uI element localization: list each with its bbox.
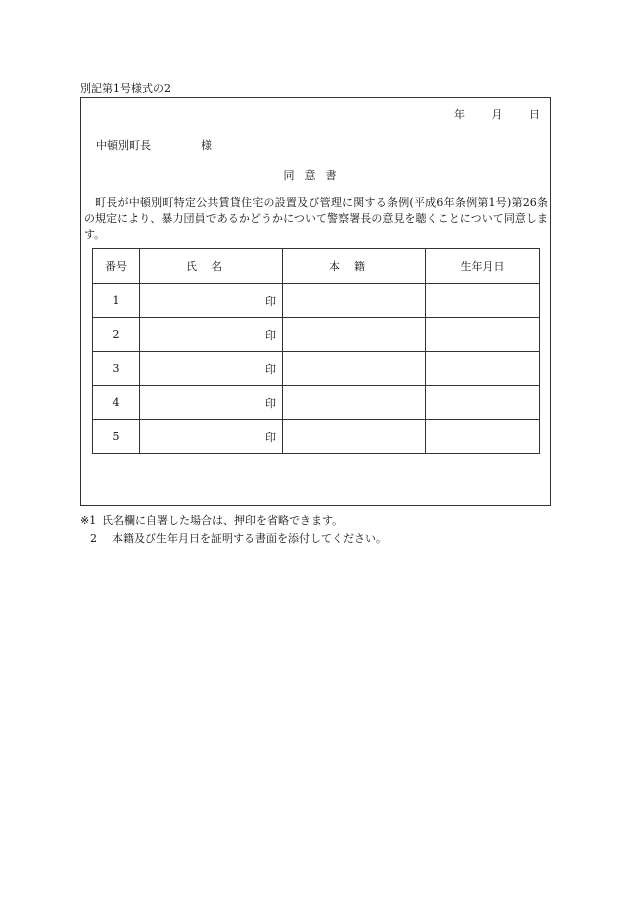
row-number: 5 [93, 420, 140, 454]
name-field[interactable] [140, 386, 283, 420]
footnote-1-text: 氏名欄に自署した場合は、押印を省略できます。 [102, 514, 344, 527]
birthdate-field[interactable] [426, 318, 540, 352]
seal-mark: 印 [265, 294, 276, 308]
honseki-field[interactable] [283, 284, 426, 318]
addressee-name: 中頓別町長 [96, 139, 151, 152]
honseki-field[interactable] [283, 420, 426, 454]
header-honseki: 本籍 [283, 249, 426, 284]
birthdate-field[interactable] [426, 284, 540, 318]
table-row [93, 420, 540, 454]
table-row [93, 386, 540, 420]
date-line [454, 106, 540, 122]
table-header-row [93, 249, 540, 284]
table-row [93, 352, 540, 386]
seal-mark: 印 [265, 430, 276, 444]
footnote-1-mark: ※1 [80, 514, 97, 527]
addressee [96, 137, 212, 153]
name-field[interactable] [140, 420, 283, 454]
row-number: 3 [93, 352, 140, 386]
seal-mark: 印 [265, 396, 276, 410]
footnote-2-text: 本籍及び生年月日を証明する書面を添付してください。 [112, 532, 387, 545]
date-day: 日 [529, 108, 540, 121]
row-number: 4 [93, 386, 140, 420]
header-name: 氏名 [140, 249, 283, 284]
birthdate-field[interactable] [426, 352, 540, 386]
date-year: 年 [454, 108, 465, 121]
seal-mark: 印 [265, 362, 276, 376]
honseki-field[interactable] [283, 386, 426, 420]
document-title: 同意書 [283, 169, 347, 182]
form-label: 別記第1号様式の2 [80, 82, 171, 95]
honseki-field[interactable] [283, 352, 426, 386]
row-number: 1 [93, 284, 140, 318]
table-row [93, 318, 540, 352]
name-field[interactable] [140, 318, 283, 352]
consent-table [92, 248, 540, 454]
footnote-1 [80, 512, 387, 530]
header-birthdate: 生年月日 [426, 249, 540, 284]
row-number: 2 [93, 318, 140, 352]
footnote-2 [80, 530, 387, 548]
footnote-2-mark: 2 [90, 532, 97, 545]
date-month: 月 [491, 108, 503, 121]
table-row [93, 284, 540, 318]
birthdate-field[interactable] [426, 386, 540, 420]
consent-body-text: 町長が中頓別町特定公共賃貸住宅の設置及び管理に関する条例(平成6年条例第1号)第26条の規定により、暴力団員であるかどうかについて警察署長の意見を聴くことについて同意します。 [84, 196, 548, 241]
seal-mark: 印 [265, 328, 276, 342]
header-number: 番号 [93, 249, 140, 284]
birthdate-field[interactable] [426, 420, 540, 454]
footnotes [80, 512, 387, 548]
name-field[interactable] [140, 352, 283, 386]
addressee-honorific: 様 [201, 139, 212, 152]
honseki-field[interactable] [283, 318, 426, 352]
name-field[interactable] [140, 284, 283, 318]
